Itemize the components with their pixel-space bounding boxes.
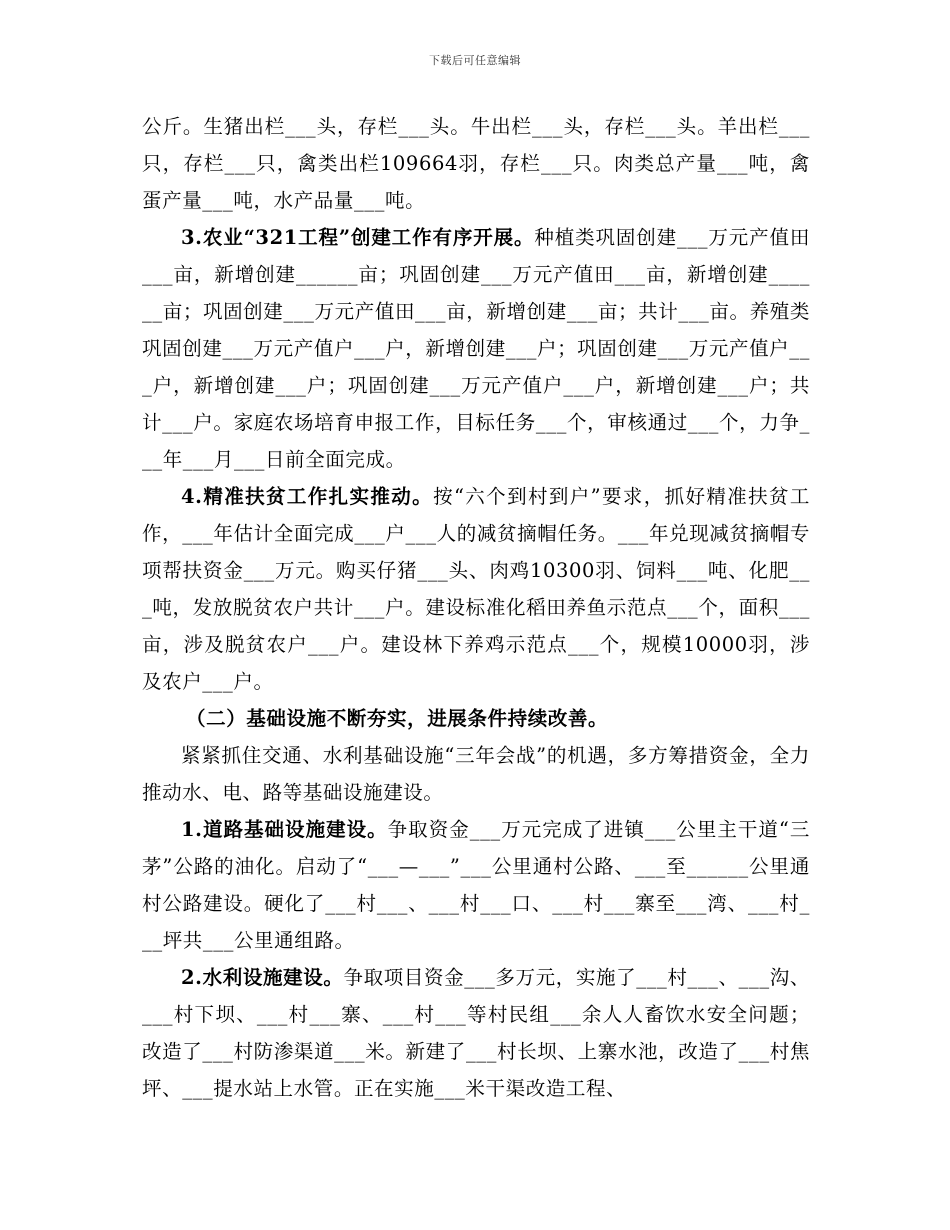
paragraph-lead: 3.农业“321工程”创建工作有序开展。 xyxy=(181,226,535,249)
paragraph-text: 争取资金___万元完成了进镇___公里主干道“三茅”公路的油化。启动了“___—___”___公里通村公路、___至______公里通村公路建设。硬化了___村___、___村___口、___村___寨至___湾、___村___坪共___公里通组路。 xyxy=(142,818,810,952)
section-heading: （二）基础设施不断夯实，进展条件持续改善。 xyxy=(186,707,609,730)
paragraph-text: 按“六个到村到户”要求，抓好精准扶贫工作，___年估计全面完成___户___人的减贫摘帽任务。___年兑现减贫摘帽专项帮扶资金___万元。购买仔猪___头、肉鸡10300羽、饲料___吨、化肥___吨，发放脱贫农户共计___户。建设标准化稻田养鱼示范点___个，面积___亩，涉及脱贫农户___户。建设林下养鸡示范点___个，规模10000羽，涉及农户___户。 xyxy=(142,485,810,693)
paragraph-text: 争取项目资金___多万元，实施了___村___、___沟、___村下坝、___村___寨、___村___等村民组___余人人畜饮水安全问题；改造了___村防渗渠道___米。新建了___村长坝、上寨水池，改造了___村焦坪、___提水站上水管。正在实施___米干渠改造工程、 xyxy=(142,966,810,1100)
paragraph-lead: 2.水利设施建设。 xyxy=(181,966,344,989)
paragraph-infrastructure-intro xyxy=(142,737,810,811)
paragraph-livestock xyxy=(142,108,810,219)
page-header: 下载后可任意编辑 xyxy=(429,54,521,67)
paragraph-poverty-alleviation xyxy=(142,478,810,700)
paragraph-lead: 4.精准扶贫工作扎实推动。 xyxy=(181,485,434,508)
paragraph-text: 紧紧抓住交通、水利基础设施“三年会战”的机遇，多方筹措资金，全力推动水、电、路等基础设施建设。 xyxy=(142,744,810,804)
document-body xyxy=(142,108,810,1107)
paragraph-321-project xyxy=(142,219,810,478)
paragraph-road-construction xyxy=(142,811,810,959)
paragraph-text: 公斤。生猪出栏___头，存栏___头。牛出栏___头，存栏___头。羊出栏___只，存栏___只，禽类出栏109664羽，存栏___只。肉类总产量___吨，禽蛋产量___吨，水产品量___吨。 xyxy=(142,115,810,212)
paragraph-water-conservancy xyxy=(142,959,810,1107)
paragraph-text: 种植类巩固创建___万元产值田___亩，新增创建______亩；巩固创建___万元产值田___亩，新增创建______亩；巩固创建___万元产值田___亩，新增创建___亩；共计___亩。养殖类巩固创建___万元产值户___户，新增创建___户；巩固创建___万元产值户___户，新增创建___户；巩固创建___万元产值户___户，新增创建___户；共计___户。家庭农场培育申报工作，目标任务___个，审核通过___个，力争___年___月___日前全面完成。 xyxy=(142,226,810,471)
paragraph-lead: 1.道路基础设施建设。 xyxy=(181,818,388,841)
